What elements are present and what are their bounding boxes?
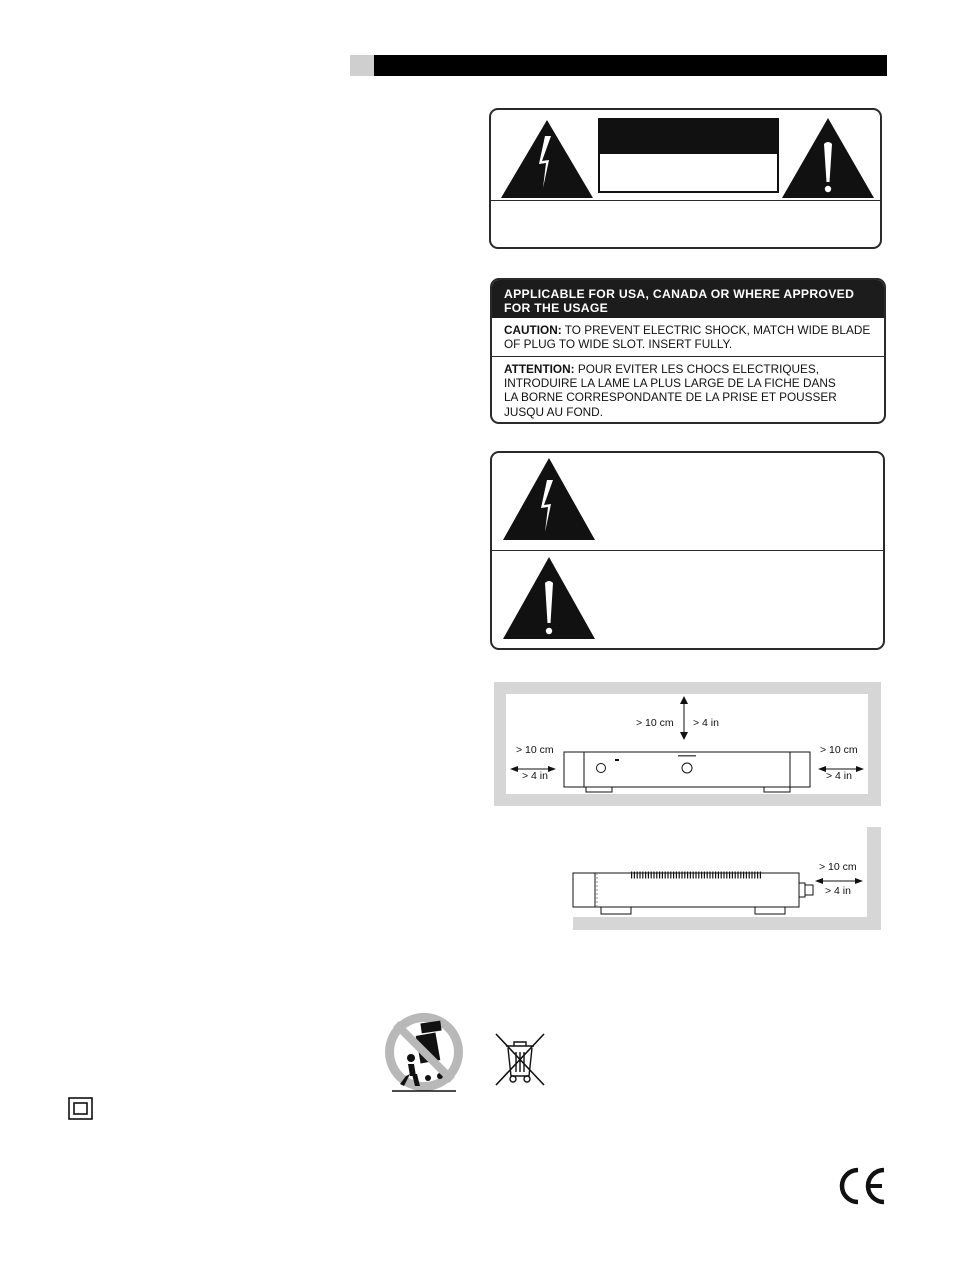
amplifier-side-icon: [573, 873, 813, 914]
lightning-warning-icon: [501, 120, 593, 200]
section-header-bar: [350, 55, 887, 76]
caution-paragraph: [504, 323, 884, 351]
weee-bin-icon: [494, 1032, 546, 1087]
side-rear-metric: > 10 cm: [819, 861, 857, 873]
front-left-imperial: > 4 in: [522, 770, 548, 782]
attention-text: POUR EVITER LES CHOCS ELECTRIQUES, INTRODUIRE LA LAME LA PLUS LARGE DE LA FICHE DANS LA BORNE CORRESPONDANTE DE LA PRISE ET POUSSER JUSQU AU FOND.: [504, 362, 837, 419]
attention-paragraph: [504, 362, 849, 419]
plug-polarity-box: [490, 278, 886, 424]
symbol-divider: [492, 550, 883, 551]
front-right-metric: > 10 cm: [820, 744, 858, 756]
caution-text: TO PREVENT ELECTRIC SHOCK, MATCH WIDE BLADE OF PLUG TO WIDE SLOT. INSERT FULLY.: [504, 323, 871, 352]
front-top-metric: > 10 cm: [636, 717, 674, 729]
caution-label-box: [489, 108, 882, 249]
double-insulation-icon: [68, 1097, 93, 1120]
front-left-metric: > 10 cm: [516, 744, 554, 756]
amplifier-front-icon: [564, 752, 810, 792]
side-clearance-diagram: [567, 827, 881, 930]
section-header-tab: [350, 55, 374, 76]
attention-label: ATTENTION:: [504, 362, 575, 376]
no-cart-tip-icon: [384, 1012, 464, 1094]
plug-box-divider: [492, 356, 884, 357]
exclamation-warning-icon: [782, 118, 874, 198]
front-top-imperial: > 4 in: [693, 717, 719, 729]
side-rear-imperial: > 4 in: [825, 885, 851, 897]
front-right-imperial: > 4 in: [826, 770, 852, 782]
caution-divider: [491, 200, 880, 201]
plug-box-heading: APPLICABLE FOR USA, CANADA OR WHERE APPROVED FOR THE USAGE: [492, 280, 884, 318]
symbol-explanation-box: [490, 451, 885, 650]
exclamation-symbol-icon: [503, 557, 595, 639]
ce-mark-icon: [836, 1166, 888, 1206]
caution-label: CAUTION:: [504, 323, 562, 337]
caution-black-band: [598, 118, 779, 154]
lightning-symbol-icon: [503, 458, 595, 540]
